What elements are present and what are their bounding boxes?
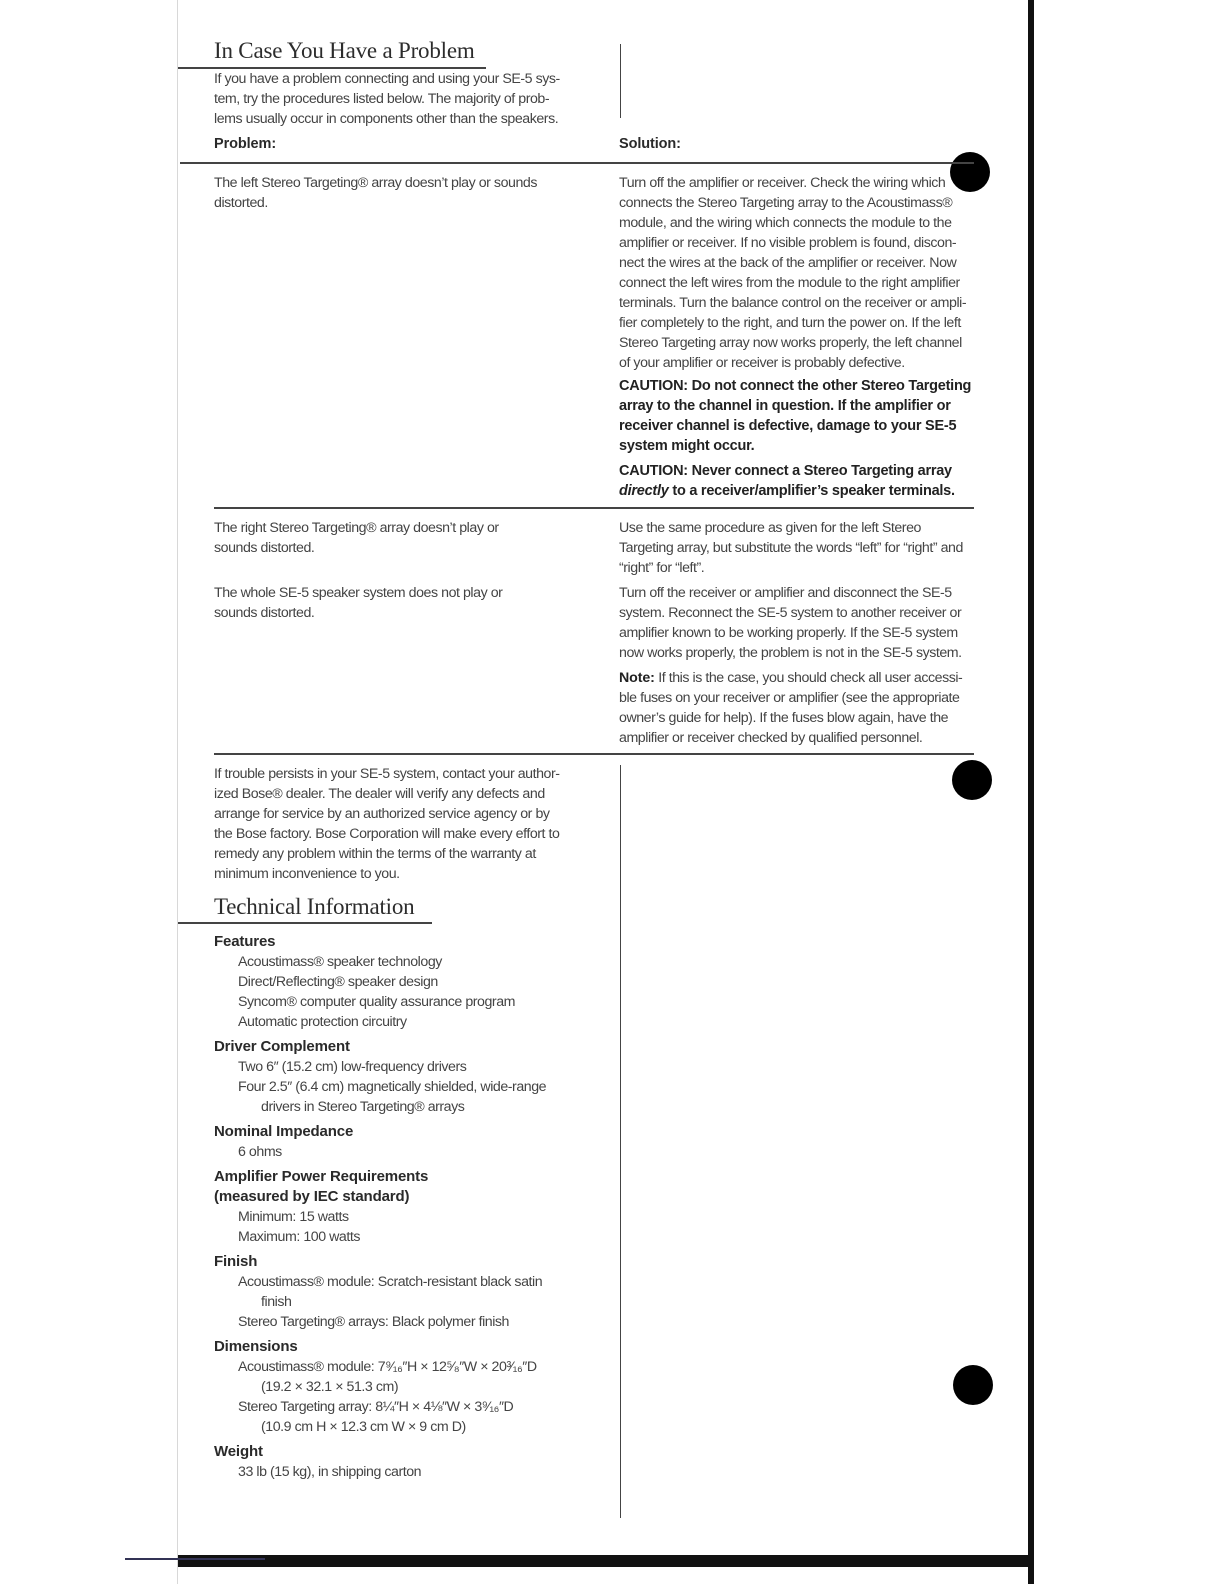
note-line: amplifier or receiver checked by qualified personnel.: [619, 730, 923, 746]
finish-item-cont: finish: [261, 1294, 292, 1310]
row-rule-2: [214, 753, 974, 755]
caution-line: system might occur.: [619, 438, 755, 454]
impedance-heading: Nominal Impedance: [214, 1123, 354, 1140]
problem-line: The whole SE-5 speaker system does not play or: [214, 585, 503, 601]
solution-right-array: [619, 518, 989, 578]
technical-section-title: Technical Information: [214, 894, 415, 919]
power-maximum: Maximum: 100 watts: [238, 1229, 360, 1245]
spec-list: [214, 929, 614, 1482]
trouble-line: the Bose factory. Bose Corporation will make every effort to: [214, 826, 560, 842]
dimension-item-cont: (10.9 cm H × 12.3 cm W × 9 cm D): [261, 1419, 466, 1435]
solution-line: terminals. Turn the balance control on the receiver or ampli-: [619, 295, 967, 311]
note-line: ble fuses on your receiver or amplifier (see the appropriate: [619, 690, 960, 706]
problem-right-array: [214, 518, 594, 558]
trouble-line: ized Bose® dealer. The dealer will verify any defects and: [214, 786, 545, 802]
solution-whole-system: [619, 583, 989, 663]
caution-line: receiver channel is defective, damage to your SE-5: [619, 418, 957, 434]
problem-line: distorted.: [214, 195, 268, 211]
feature-item: Direct/Reflecting® speaker design: [238, 974, 438, 990]
problem-line: sounds distorted.: [214, 605, 315, 621]
problems-section-title: In Case You Have a Problem: [214, 38, 475, 63]
finish-item: Stereo Targeting® arrays: Black polymer finish: [238, 1314, 510, 1330]
intro-line: lems usually occur in components other than the speakers.: [214, 111, 559, 127]
problem-whole-system: [214, 583, 594, 623]
driver-item-cont: drivers in Stereo Targeting® arrays: [261, 1099, 465, 1115]
problems-intro: [214, 69, 594, 129]
note-text: If this is the case, you should check all user accessi-: [654, 670, 963, 686]
problem-line: The right Stereo Targeting® array doesn’t play or: [214, 520, 499, 536]
power-heading: Amplifier Power Requirements: [214, 1168, 429, 1185]
solution-header: Solution:: [619, 136, 681, 152]
trouble-line: remedy any problem within the terms of the warranty at: [214, 846, 536, 862]
power-minimum: Minimum: 15 watts: [238, 1209, 349, 1225]
note-line: owner’s guide for help). If the fuses blow again, have the: [619, 710, 949, 726]
table-header-rule: [180, 162, 974, 164]
caution-line-2: [619, 481, 989, 501]
solution-line: module, and the wiring which connects the module to the: [619, 215, 952, 231]
solution-line: system. Reconnect the SE-5 system to another receiver or: [619, 605, 962, 621]
caution-rest: to a receiver/amplifier’s speaker terminals.: [668, 483, 955, 499]
solution-line: connect the left wires from the module to the right amplifier: [619, 275, 960, 291]
solution-line: “right” for “left”.: [619, 560, 705, 576]
solution-line: of your amplifier or receiver is probably defective.: [619, 355, 905, 371]
dimension-item-cont: (19.2 × 32.1 × 51.3 cm): [261, 1379, 399, 1395]
feature-item: Acoustimass® speaker technology: [238, 954, 442, 970]
feature-item: Automatic protection circuitry: [238, 1014, 407, 1030]
dimensions-heading: Dimensions: [214, 1338, 298, 1355]
intro-line: tem, try the procedures listed below. The majority of prob-: [214, 91, 550, 107]
driver-item: Four 2.5″ (6.4 cm) magnetically shielded, wide-range: [238, 1079, 547, 1095]
solution-line: nect the wires at the back of the amplifier or receiver. Now: [619, 255, 957, 271]
drivers-heading: Driver Complement: [214, 1038, 350, 1055]
power-heading-sub: (measured by IEC standard): [214, 1188, 410, 1205]
solution-line: now works properly, the problem is not in the SE-5 system.: [619, 645, 962, 661]
caution-1: [619, 376, 989, 456]
problem-header: Problem:: [214, 136, 277, 152]
page-bottom-edge-left-line: [125, 1558, 265, 1560]
feature-item: Syncom® computer quality assurance program: [238, 994, 516, 1010]
intro-line: If you have a problem connecting and using your SE-5 sys-: [214, 71, 560, 87]
finish-item: Acoustimass® module: Scratch-resistant black satin: [238, 1274, 543, 1290]
solution-line: Turn off the receiver or amplifier and disconnect the SE-5: [619, 585, 952, 601]
trouble-line: minimum inconvenience to you.: [214, 866, 400, 882]
caution-line: CAUTION: Do not connect the other Stereo Targeting: [619, 378, 972, 394]
solution-line: fier completely to the right, and turn the power on. If the left: [619, 315, 961, 331]
solution-left-array: [619, 173, 979, 373]
note-label: Note:: [619, 670, 655, 686]
note-line-1: [619, 668, 989, 688]
page-left-edge: [177, 0, 178, 1584]
caution-line: array to the channel in question. If the amplifier or: [619, 398, 951, 414]
trouble-paragraph: [214, 764, 604, 884]
page-right-edge: [1028, 0, 1034, 1584]
dimension-item: Acoustimass® module: 7⁹⁄₁₆″H × 12⁵⁄₈″W × 20³⁄₁₆″D: [238, 1359, 537, 1375]
trouble-line: arrange for service by an authorized service agency or by: [214, 806, 550, 822]
page-bottom-edge: [178, 1555, 1034, 1567]
driver-item: Two 6″ (15.2 cm) low-frequency drivers: [238, 1059, 467, 1075]
weight-heading: Weight: [214, 1443, 263, 1460]
weight-value: 33 lb (15 kg), in shipping carton: [238, 1464, 422, 1480]
row-rule-1: [214, 507, 974, 509]
solution-line: Targeting array, but substitute the words “left” for “right” and: [619, 540, 963, 556]
solution-line: amplifier or receiver. If no visible problem is found, discon-: [619, 235, 957, 251]
dimension-item: Stereo Targeting array: 8¼″H × 4⅛″W × 3⁹⁄₁₆″D: [238, 1399, 514, 1415]
solution-line: Use the same procedure as given for the left Stereo: [619, 520, 921, 536]
note-block: [619, 668, 989, 748]
column-divider-bottom: [620, 765, 621, 1518]
solution-line: connects the Stereo Targeting array to the Acoustimass®: [619, 195, 953, 211]
caution-2: [619, 461, 989, 501]
problem-line: sounds distorted.: [214, 540, 315, 556]
column-divider-top: [620, 44, 621, 118]
trouble-line: If trouble persists in your SE-5 system, contact your author-: [214, 766, 560, 782]
problem-left-array: [214, 173, 594, 213]
finish-heading: Finish: [214, 1253, 258, 1270]
solution-line: amplifier known to be working properly. If the SE-5 system: [619, 625, 958, 641]
caution-line: CAUTION: Never connect a Stereo Targeting array: [619, 463, 952, 479]
caution-emphasis: directly: [619, 483, 669, 499]
solution-line: Turn off the amplifier or receiver. Check the wiring which: [619, 175, 946, 191]
impedance-value: 6 ohms: [238, 1144, 282, 1160]
binding-hole-bottom: [953, 1365, 993, 1405]
technical-title-rule: [178, 922, 432, 924]
features-heading: Features: [214, 933, 276, 950]
solution-line: Stereo Targeting array now works properly, the left channel: [619, 335, 962, 351]
binding-hole-middle: [952, 760, 992, 800]
problem-line: The left Stereo Targeting® array doesn’t play or sounds: [214, 175, 537, 191]
